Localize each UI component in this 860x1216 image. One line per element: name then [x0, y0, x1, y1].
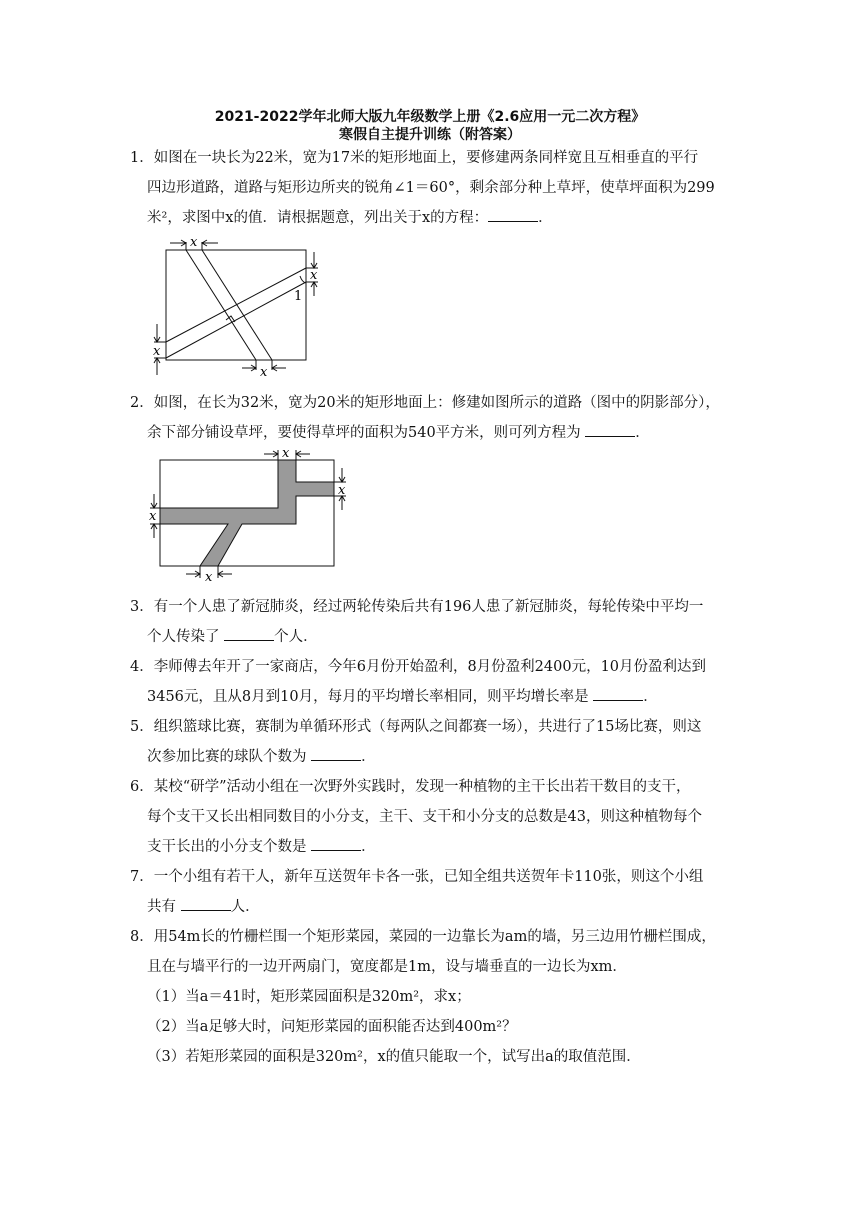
q6-line3: 支干长出的小分支个数是 ． [147, 839, 376, 855]
q7-line1: 7．一个小组有若干人，新年互送贺年卡各一张，已知全组共送贺年卡110张，则这个小组 [130, 869, 704, 885]
answer-blank[interactable] [585, 424, 635, 437]
q4-line1: 4．李师傅去年开了一家商店，今年6月份开始盈利，8月份盈利2400元，10月份盈利达到 [130, 659, 707, 675]
answer-blank[interactable] [181, 898, 231, 911]
q1-line2: 四边形道路，道路与矩形边所夹的锐角∠1＝60°，剩余部分种上草坪，使草坪面积为299 [147, 180, 715, 196]
answer-blank[interactable] [593, 688, 643, 701]
answer-blank[interactable] [311, 838, 361, 851]
answer-blank[interactable] [488, 209, 538, 222]
fig1-label-x-left: x [153, 344, 161, 359]
q5-line1: 5．组织篮球比赛，赛制为单循环形式（每两队之间都赛一场），共进行了15场比赛，则这 [130, 719, 702, 735]
q2-line1: 2．如图，在长为32米，宽为20米的矩形地面上：修建如图所示的道路（图中的阴影部分）， [130, 395, 720, 411]
q3-line2: 个人传染了 个人． [147, 629, 318, 645]
fig1-label-angle: 1 [294, 289, 303, 304]
q8-sub1: （1）当a＝41时，矩形菜园面积是320m²，求x； [147, 989, 471, 1005]
q3-line1: 3．有一个人患了新冠肺炎，经过两轮传染后共有196人患了新冠肺炎，每轮传染中平均一 [130, 599, 704, 615]
q1-line1: 1．如图在一块长为22米，宽为17米的矩形地面上，要修建两条同样宽且互相垂直的平行 [130, 150, 699, 166]
doc-title-line2: 寒假自主提升训练（附答案） [339, 127, 521, 143]
q2-line2: 余下部分铺设草坪，要使得草坪的面积为540平方米，则可列方程为 ． [147, 425, 650, 441]
fig2-label-x-left: x [149, 509, 157, 524]
fig1-label-x-right: x [310, 268, 318, 283]
fig2-label-x-right: x [338, 483, 346, 498]
q6-line1: 6．某校“研学”活动小组在一次野外实践时，发现一种植物的主干长出若干数目的支干， [130, 779, 691, 795]
answer-blank[interactable] [311, 748, 361, 761]
q8-sub3: （3）若矩形菜园的面积是320m²，x的值只能取一个，试写出a的取值范围． [147, 1049, 641, 1065]
answer-blank[interactable] [224, 628, 274, 641]
q5-line2: 次参加比赛的球队个数为 ． [147, 749, 376, 765]
q1-line3: 米²，求图中x的值．请根据题意，列出关于x的方程： ． [147, 210, 553, 226]
fig2-label-x-bottom: x [205, 570, 213, 584]
figure-1-crossing-roads [148, 230, 328, 378]
q8-sub2: （2）当a足够大时，问矩形菜园的面积能否达到400m²？ [147, 1019, 517, 1035]
fig1-label-x-bottom: x [260, 365, 268, 378]
q8-line2: 且在与墙平行的一边开两扇门，宽度都是1m，设与墙垂直的一边长为xm． [147, 959, 627, 975]
q7-line2: 共有 人． [147, 899, 260, 915]
q6-line2: 每个支干又长出相同数目的小分支，主干、支干和小分支的总数是43，则这种植物每个 [147, 809, 702, 825]
fig2-label-x-top: x [282, 446, 290, 461]
q4-line2: 3456元，且从8月到10月，每月的平均增长率相同，则平均增长率是 ． [147, 689, 658, 705]
fig1-label-x-top: x [190, 235, 198, 250]
figure-2-road-shape [146, 444, 354, 584]
doc-title-line1: 2021-2022学年北师大版九年级数学上册《2.6应用一元二次方程》 [214, 109, 646, 125]
q8-line1: 8．用54m长的竹栅栏围一个矩形菜园，菜园的一边靠长为am的墙，另三边用竹栅栏围成， [130, 929, 716, 945]
